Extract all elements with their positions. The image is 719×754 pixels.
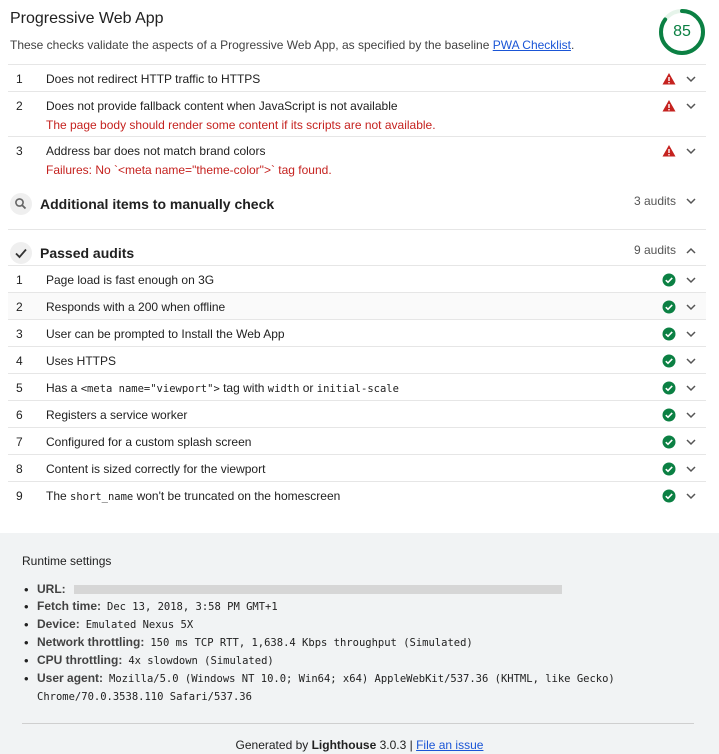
pass-check-icon <box>662 300 676 314</box>
search-icon <box>10 193 32 215</box>
chevron-down-icon[interactable] <box>685 463 697 475</box>
chevron-down-icon[interactable] <box>685 409 697 421</box>
audit-title <box>46 408 187 422</box>
audit-title <box>46 462 265 476</box>
runtime-network <box>24 634 714 652</box>
score-value: 85 <box>673 23 691 40</box>
report-footer <box>0 533 719 754</box>
audit-number: 8 <box>16 462 23 476</box>
audit-title-text: Uses HTTPS <box>46 354 117 368</box>
chevron-down-icon[interactable] <box>685 195 697 207</box>
runtime-fetch-label: Fetch time: <box>37 599 102 613</box>
chevron-down-icon[interactable] <box>685 436 697 448</box>
audit-explanation: The page body should render some content if its scripts are not available. <box>46 118 436 132</box>
manual-audit-count: 3 audits <box>633 194 676 208</box>
check-icon <box>10 242 32 264</box>
audit-title <box>46 300 225 314</box>
audit-title: Address bar does not match brand colors <box>46 144 266 158</box>
audit-title-text: or <box>299 381 317 395</box>
audit-row-failed[interactable] <box>8 136 706 182</box>
audit-title <box>46 489 340 503</box>
audit-number: 4 <box>16 354 23 368</box>
audit-title <box>46 327 285 341</box>
audit-number: 7 <box>16 435 23 449</box>
audit-number: 3 <box>16 327 23 341</box>
audit-row-passed[interactable] <box>8 481 706 508</box>
runtime-device-label: Device: <box>37 617 80 631</box>
audit-number: 2 <box>16 300 23 314</box>
audit-row-passed[interactable] <box>8 454 706 481</box>
audit-title-text: Has a <box>46 381 81 395</box>
pass-check-icon <box>662 435 676 449</box>
fail-triangle-icon <box>662 99 676 113</box>
audit-title-text: The <box>46 489 71 503</box>
audit-number: 6 <box>16 408 23 422</box>
audit-title-text: User can be prompted to Install the Web App <box>46 327 285 341</box>
audit-row-passed[interactable] <box>8 265 706 292</box>
chevron-down-icon[interactable] <box>685 73 697 85</box>
runtime-url-label: URL: <box>37 582 66 596</box>
audit-title-code: short_name <box>70 491 134 503</box>
audit-row-passed[interactable] <box>8 373 706 400</box>
runtime-settings-list <box>24 581 714 706</box>
score-gauge <box>658 8 706 56</box>
runtime-url <box>24 581 714 598</box>
runtime-device <box>24 616 714 634</box>
pass-check-icon <box>662 327 676 341</box>
manual-group-title: Additional items to manually check <box>40 196 275 212</box>
description-text: These checks validate the aspects of a Progressive Web App, as specified by the baseline <box>10 38 493 52</box>
audit-title <box>46 435 251 449</box>
audit-row-passed[interactable] <box>8 427 706 454</box>
audit-number: 1 <box>16 72 23 86</box>
pass-check-icon <box>662 354 676 368</box>
audit-title-code: <meta name="viewport"> <box>80 383 220 395</box>
audit-title <box>46 354 116 368</box>
audit-title-text: Configured for a custom splash screen <box>46 435 252 449</box>
audit-title: Does not provide fallback content when JavaScript is not available <box>46 99 398 113</box>
audit-number: 3 <box>16 144 23 158</box>
runtime-network-value: 150 ms TCP RTT, 1,638.4 Kbps throughput (Simulated) <box>150 637 473 649</box>
audit-row-passed[interactable] <box>8 319 706 346</box>
audit-explanation: Failures: No `<meta name="theme-color">` tag found. <box>46 163 332 177</box>
fail-triangle-icon <box>662 144 676 158</box>
runtime-cpu-value: 4x slowdown (Simulated) <box>128 655 274 667</box>
passed-audit-count: 9 audits <box>633 243 676 257</box>
audit-number: 2 <box>16 99 23 113</box>
audit-title-text: Page load is fast enough on 3G <box>46 273 215 287</box>
product-name: Lighthouse <box>311 738 377 752</box>
audit-title <box>46 273 214 287</box>
chevron-down-icon[interactable] <box>685 355 697 367</box>
category-description <box>10 38 574 52</box>
runtime-settings-title: Runtime settings <box>22 554 112 568</box>
redacted-url <box>74 585 562 594</box>
runtime-network-label: Network throttling: <box>37 635 145 649</box>
fail-triangle-icon <box>662 72 676 86</box>
audit-title-text: tag with <box>219 381 268 395</box>
pass-check-icon <box>662 273 676 287</box>
description-end: . <box>570 38 575 52</box>
audit-row-passed[interactable] <box>8 400 706 427</box>
pwa-checklist-link[interactable]: PWA Checklist <box>492 38 571 52</box>
pass-check-icon <box>662 489 676 503</box>
chevron-up-icon[interactable] <box>685 245 697 257</box>
audit-title-text: Registers a service worker <box>46 408 188 422</box>
runtime-cpu <box>24 652 714 670</box>
pass-check-icon <box>662 381 676 395</box>
chevron-down-icon[interactable] <box>685 382 697 394</box>
category-header <box>10 8 710 58</box>
runtime-ua-value: Mozilla/5.0 (Windows NT 10.0; Win64; x64) AppleWebKit/537.36 (KHTML, like Gecko) Chrome/70.0.3538.110 Safari/537.36 <box>37 673 615 703</box>
chevron-down-icon[interactable] <box>685 274 697 286</box>
audit-title-text: won't be truncated on the homescreen <box>133 489 341 503</box>
manual-audits-group[interactable] <box>8 182 706 230</box>
runtime-fetch-time <box>24 598 714 616</box>
file-issue-link[interactable]: File an issue <box>416 738 484 752</box>
audit-title <box>46 381 399 395</box>
audit-row-failed[interactable] <box>8 64 706 91</box>
runtime-device-value: Emulated Nexus 5X <box>85 619 194 631</box>
runtime-fetch-value: Dec 13, 2018, 3:58 PM GMT+1 <box>107 601 278 613</box>
chevron-down-icon[interactable] <box>685 100 697 112</box>
audit-row-passed[interactable] <box>8 346 706 373</box>
pass-check-icon <box>662 462 676 476</box>
footer-divider <box>22 723 694 724</box>
audit-title: Does not redirect HTTP traffic to HTTPS <box>46 72 261 86</box>
product-version: 3.0.3 | <box>376 738 417 752</box>
pass-check-icon <box>662 408 676 422</box>
generated-by-text: Generated by <box>235 738 312 752</box>
audit-title-code: initial-scale <box>316 383 399 395</box>
chevron-down-icon[interactable] <box>685 145 697 157</box>
generated-by <box>0 738 719 752</box>
audit-row-passed[interactable] <box>8 292 706 319</box>
chevron-down-icon[interactable] <box>685 328 697 340</box>
audit-number: 5 <box>16 381 23 395</box>
audit-title-code: width <box>267 383 300 395</box>
audit-title-text: Content is sized correctly for the viewport <box>46 462 266 476</box>
runtime-ua-label: User agent: <box>37 671 104 685</box>
runtime-user-agent <box>24 670 714 706</box>
audit-title-text: Responds with a 200 when offline <box>46 300 226 314</box>
chevron-down-icon[interactable] <box>685 490 697 502</box>
audit-row-failed[interactable] <box>8 91 706 136</box>
passed-group-title: Passed audits <box>40 245 135 261</box>
runtime-cpu-label: CPU throttling: <box>37 653 123 667</box>
audit-number: 9 <box>16 489 23 503</box>
passed-audits-group[interactable] <box>8 239 706 265</box>
category-title: Progressive Web App <box>10 10 164 27</box>
chevron-down-icon[interactable] <box>685 301 697 313</box>
audit-number: 1 <box>16 273 23 287</box>
